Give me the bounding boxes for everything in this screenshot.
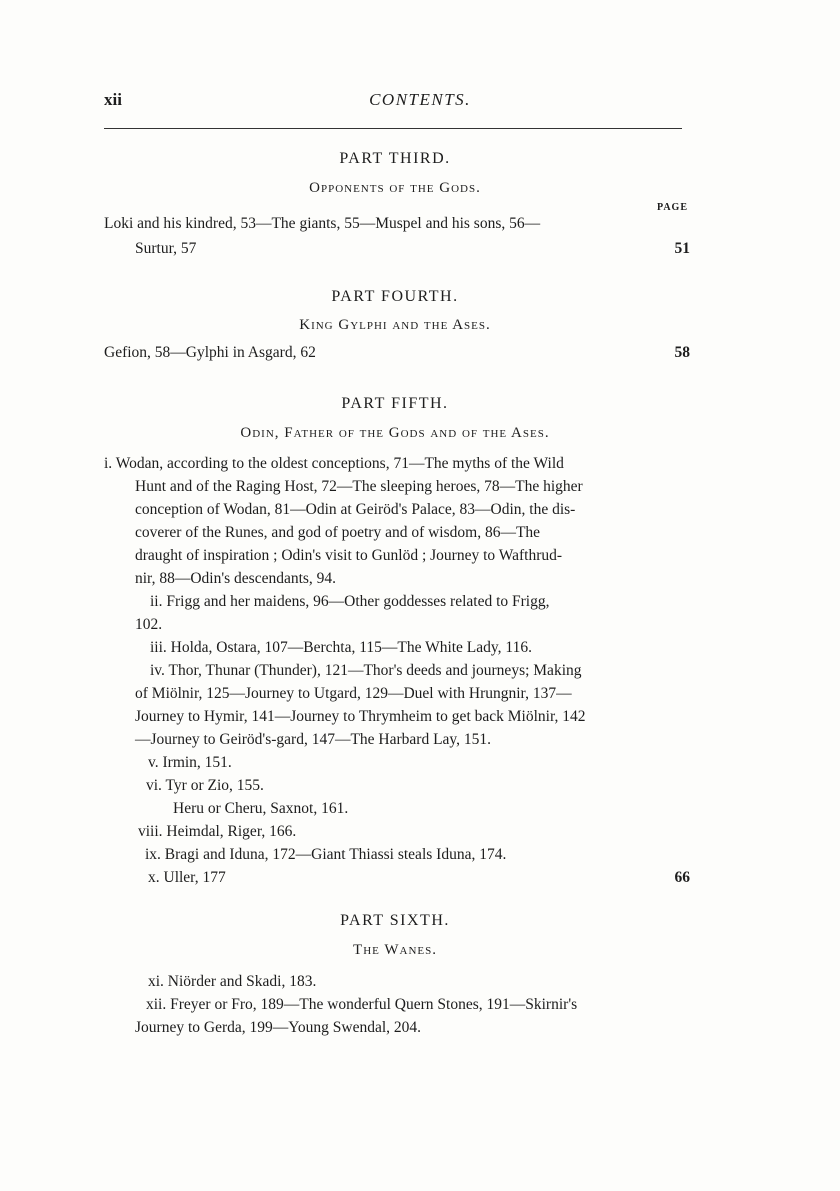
toc-line: xii. Freyer or Fro, 189—The wonderful Quern Stones, 191—Skirnir's bbox=[146, 996, 578, 1013]
toc-line: iii. Holda, Ostara, 107—Berchta, 115—The White Lady, 116. bbox=[150, 639, 532, 656]
part-third-page: 51 bbox=[674, 240, 690, 257]
toc-line: i. Wodan, according to the oldest conceptions, 71—The myths of the Wild bbox=[104, 455, 564, 472]
toc-line: conception of Wodan, 81—Odin at Geiröd's Palace, 83—Odin, the dis- bbox=[135, 501, 576, 518]
header-rule bbox=[104, 128, 682, 129]
part-third-subtitle: Opponents of the Gods. bbox=[309, 180, 481, 196]
part-third-title: PART THIRD. bbox=[339, 150, 451, 167]
part-fifth-subtitle: Odin, Father of the Gods and of the Ases. bbox=[240, 425, 550, 441]
toc-line: iv. Thor, Thunar (Thunder), 121—Thor's deeds and journeys; Making bbox=[150, 662, 582, 679]
part-fourth-page: 58 bbox=[674, 344, 690, 361]
toc-line: —Journey to Geiröd's-gard, 147—The Harbard Lay, 151. bbox=[135, 731, 492, 748]
part-fourth-title: PART FOURTH. bbox=[331, 288, 459, 305]
toc-line: Heru or Cheru, Saxnot, 161. bbox=[173, 800, 349, 817]
toc-line: draught of inspiration ; Odin's visit to Gunlöd ; Journey to Wafthrud- bbox=[135, 547, 563, 564]
toc-line: ii. Frigg and her maidens, 96—Other goddesses related to Frigg, bbox=[150, 593, 550, 610]
part-fifth-title: PART FIFTH. bbox=[341, 395, 449, 412]
toc-line: Journey to Hymir, 141—Journey to Thrymheim to get back Miölnir, 142 bbox=[135, 708, 586, 725]
part-fifth-page: 66 bbox=[674, 869, 690, 886]
toc-line: ix. Bragi and Iduna, 172—Giant Thiassi steals Iduna, 174. bbox=[145, 846, 507, 863]
toc-line: Surtur, 57 bbox=[135, 240, 197, 257]
toc-line: coverer of the Runes, and god of poetry and of wisdom, 86—The bbox=[135, 524, 541, 541]
part-sixth-subtitle: The Wanes. bbox=[353, 942, 437, 958]
toc-line: xi. Niörder and Skadi, 183. bbox=[148, 973, 317, 990]
page-folio: xii bbox=[104, 90, 122, 109]
toc-line: Journey to Gerda, 199—Young Swendal, 204. bbox=[135, 1019, 422, 1036]
part-fourth-subtitle: King Gylphi and the Ases. bbox=[299, 317, 491, 333]
toc-line: Loki and his kindred, 53—The giants, 55—Muspel and his sons, 56— bbox=[104, 215, 541, 232]
toc-line: Hunt and of the Raging Host, 72—The sleeping heroes, 78—The higher bbox=[135, 478, 583, 495]
toc-line: 102. bbox=[135, 616, 163, 633]
toc-line: x. Uller, 177 bbox=[148, 869, 226, 886]
toc-line: nir, 88—Odin's descendants, 94. bbox=[135, 570, 337, 587]
toc-line: vi. Tyr or Zio, 155. bbox=[146, 777, 264, 794]
toc-line: v. Irmin, 151. bbox=[148, 754, 232, 771]
running-title: CONTENTS. bbox=[369, 90, 471, 109]
toc-line: Gefion, 58—Gylphi in Asgard, 62 bbox=[104, 344, 316, 361]
part-sixth-title: PART SIXTH. bbox=[340, 912, 450, 929]
toc-line: of Miölnir, 125—Journey to Utgard, 129—Duel with Hrungnir, 137— bbox=[135, 685, 572, 702]
page-column-label: PAGE bbox=[656, 202, 688, 213]
toc-line: viii. Heimdal, Riger, 166. bbox=[138, 823, 297, 840]
